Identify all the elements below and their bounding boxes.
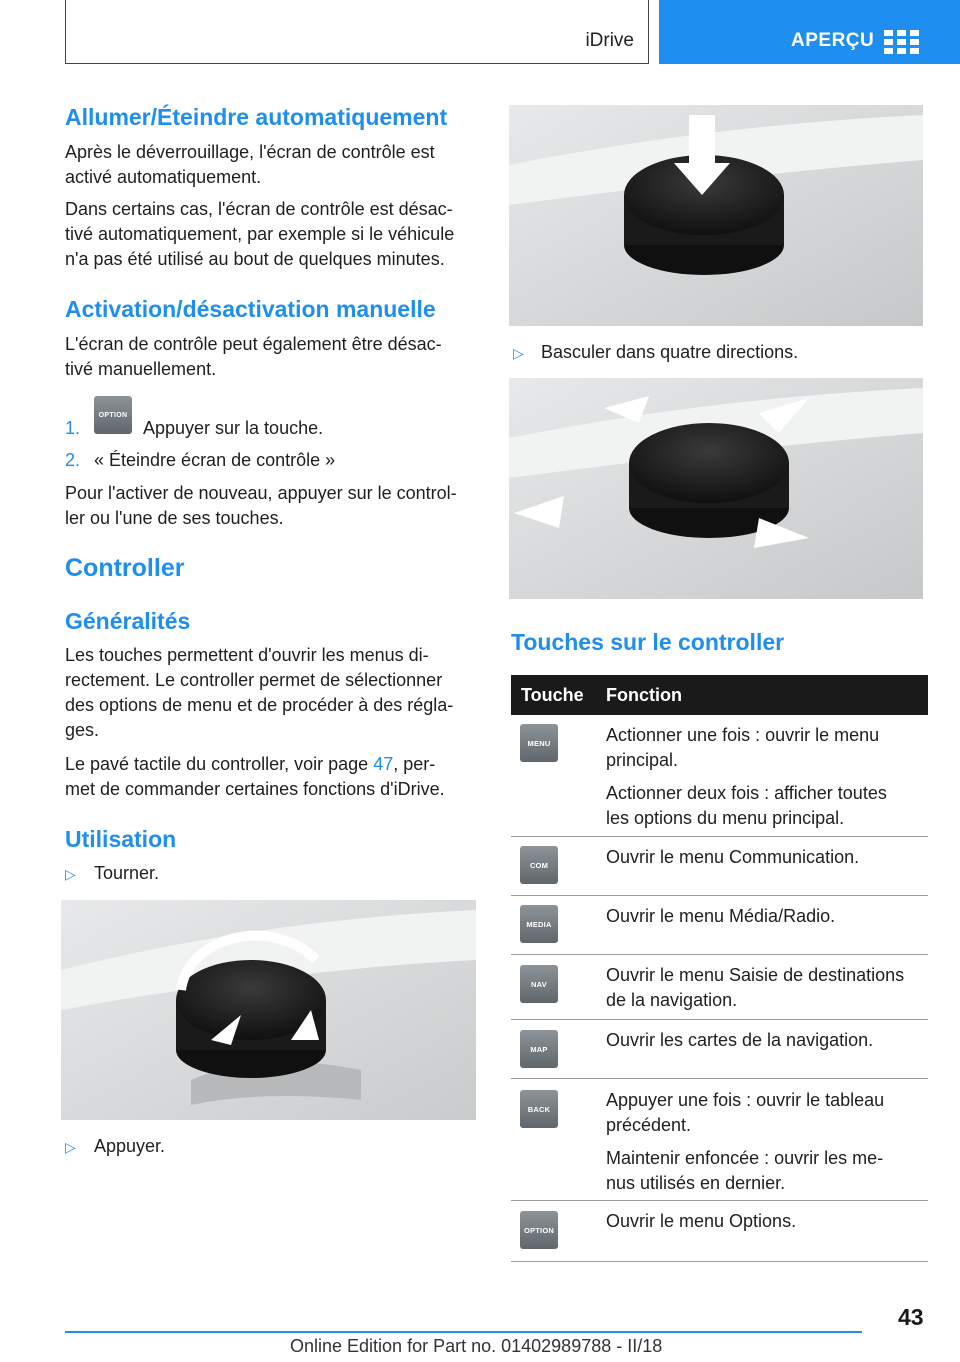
table-row-divider: [511, 954, 928, 955]
controller-keys-heading: Touches sur le controller: [511, 629, 785, 655]
table-row-divider: [511, 1019, 928, 1020]
option-button-icon: OPTION: [520, 1211, 558, 1249]
bullet-triangle-icon: ▷: [513, 345, 524, 361]
com-button-icon: COM: [520, 846, 558, 884]
step-2-number: 2.: [65, 450, 81, 470]
auto-onoff-paragraph-2: Dans certains cas, l'écran de contrôle est désac- tivé automatiquement, par exemple si le véhicule n'a pas été utilisé au bout de quelques minutes.: [65, 199, 455, 269]
footer-divider: [65, 1331, 862, 1333]
nav-button-icon: NAV: [520, 965, 558, 1003]
auto-onoff-paragraph-1: Après le déverrouillage, l'écran de contrôle est activé automatiquement.: [65, 142, 435, 187]
col-key-header: Touche: [521, 685, 584, 705]
media-button-icon: MEDIA: [520, 905, 558, 943]
general-paragraph-1: Les touches permettent d'ouvrir les menus di- rectement. Le controller permet de sélectionner des options de menu et de procéder à des régla- ges.: [65, 645, 454, 740]
bullet-turn-text: Tourner.: [94, 863, 160, 883]
manual-onoff-heading: Activation/désactivation manuelle: [65, 296, 436, 322]
header-overview-label: APERÇU: [791, 30, 875, 51]
table-row-divider: [511, 1200, 928, 1201]
header-section-title: iDrive: [585, 30, 634, 51]
general-heading: Généralités: [65, 608, 191, 634]
step-2-text: « Éteindre écran de contrôle »: [94, 450, 336, 470]
controller-press-image: [509, 105, 923, 326]
controller-rotate-image: [61, 900, 476, 1120]
bullet-press-text: Appuyer.: [94, 1136, 166, 1156]
grid-icon[interactable]: [884, 30, 920, 54]
auto-onoff-heading: Allumer/Éteindre automatiquement: [65, 104, 448, 130]
controller-heading: Controller: [65, 554, 185, 582]
bullet-tilt-text: Basculer dans quatre directions.: [541, 342, 799, 362]
general-paragraph-2: Le pavé tactile du controller, voir page 47, per- met de commander certaines fonctions d'iDrive.: [65, 754, 445, 799]
com-function-text: Ouvrir le menu Communication.: [606, 847, 860, 867]
header-section-box: [65, 0, 649, 64]
reactivate-paragraph: Pour l'activer de nouveau, appuyer sur le control- ler ou l'une de ses touches.: [65, 483, 457, 528]
bullet-triangle-icon: ▷: [65, 866, 76, 882]
footer-edition-text: Online Edition for Part no. 01402989788 - II/18: [290, 1336, 663, 1356]
menu-function-text: Actionner une fois : ouvrir le menu principal. Actionner deux fois : afficher toutes les options du menu principal.: [606, 725, 887, 828]
table-row-divider: [511, 895, 928, 896]
option-button-icon: OPTION: [94, 396, 132, 434]
manual-onoff-paragraph: L'écran de contrôle peut également être désac- tivé manuellement.: [65, 334, 442, 379]
col-function-header: Fonction: [606, 685, 682, 705]
usage-heading: Utilisation: [65, 826, 177, 852]
controller-tilt-image: [509, 378, 923, 599]
media-function-text: Ouvrir le menu Média/Radio.: [606, 906, 836, 926]
table-row-divider: [511, 1261, 928, 1262]
back-function-text: Appuyer une fois : ouvrir le tableau précédent. Maintenir enfoncée : ouvrir les me- nus utilisés en dernier.: [606, 1090, 885, 1193]
table-row-divider: [511, 1078, 928, 1079]
table-row-divider: [511, 836, 928, 837]
map-button-icon: MAP: [520, 1030, 558, 1068]
map-function-text: Ouvrir les cartes de la navigation.: [606, 1030, 874, 1050]
page-47-link[interactable]: 47: [373, 754, 394, 774]
option-function-text: Ouvrir le menu Options.: [606, 1211, 797, 1231]
step-1-number: 1.: [65, 418, 81, 438]
step-1-text: Appuyer sur la touche.: [143, 418, 324, 438]
bullet-triangle-icon: ▷: [65, 1139, 76, 1155]
keys-table-header: [511, 675, 928, 715]
back-button-icon: BACK: [520, 1090, 558, 1128]
menu-button-icon: MENU: [520, 724, 558, 762]
page-number: 43: [898, 1304, 924, 1330]
nav-function-text: Ouvrir le menu Saisie de destinations de la navigation.: [606, 965, 905, 1010]
